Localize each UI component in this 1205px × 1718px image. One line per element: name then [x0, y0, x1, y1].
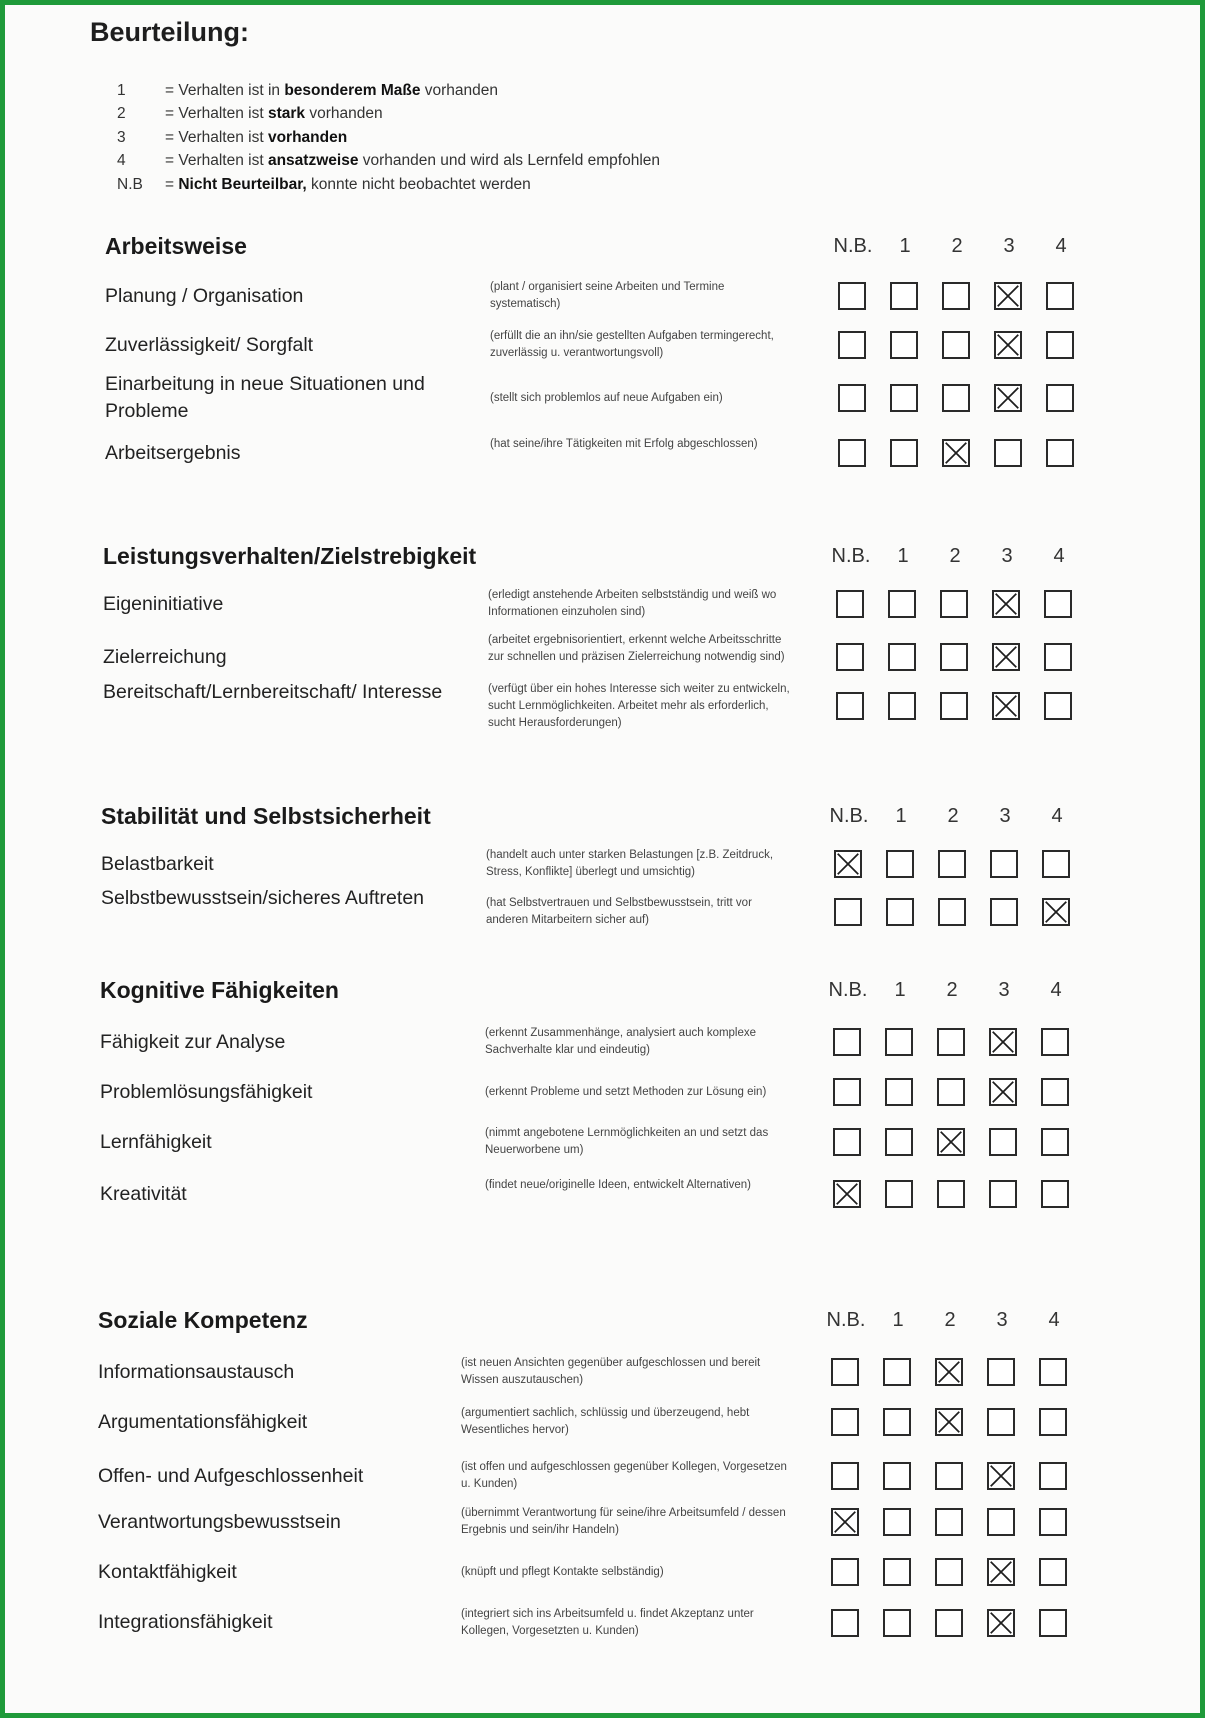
legend-item	[117, 126, 660, 150]
rating-checkbox-1[interactable]	[885, 1180, 913, 1208]
rating-checkbox-nb[interactable]	[838, 282, 866, 310]
criterion-description: (erledigt anstehende Arbeiten selbstständig und weiß wo Informationen einzuholen sind)	[488, 589, 777, 618]
rating-checkboxes	[831, 1558, 1091, 1586]
rating-checkbox-nb[interactable]	[831, 1408, 859, 1436]
legend-text-pre: = Verhalten ist	[165, 128, 268, 146]
criterion-row	[5, 887, 1105, 937]
rating-checkbox-2[interactable]	[937, 1180, 965, 1208]
column-header-3: 3	[996, 1309, 1008, 1331]
rating-checkboxes	[838, 282, 1098, 310]
section-title: Kognitive Fähigkeiten	[100, 977, 339, 1003]
rating-checkbox-2[interactable]	[940, 590, 968, 618]
rating-checkbox-4[interactable]	[1044, 692, 1072, 720]
criterion-row	[5, 363, 1105, 433]
legend-description	[165, 82, 498, 100]
section-leistungsverhalten-zielstrebigkeit	[5, 543, 1105, 729]
criterion-row	[5, 428, 1105, 478]
rating-checkbox-nb[interactable]	[831, 1462, 859, 1490]
criterion-row	[5, 579, 1105, 629]
rating-checkbox-nb[interactable]	[831, 1609, 859, 1637]
rating-checkbox-1[interactable]	[890, 384, 918, 412]
column-header-3: 3	[998, 979, 1010, 1001]
rating-checkbox-4[interactable]	[1042, 850, 1070, 878]
rating-checkboxes	[838, 384, 1098, 412]
rating-legend	[117, 79, 660, 197]
criterion-label: Belastbarkeit	[101, 852, 214, 875]
criterion-row	[5, 1595, 1105, 1650]
legend-text-bold: ansatzweise	[267, 152, 359, 170]
column-header-nb: N.B.	[826, 1309, 866, 1331]
criterion-label: Zuverlässigkeit/ Sorgfalt	[105, 333, 314, 356]
rating-checkbox-4[interactable]	[1046, 384, 1074, 412]
rating-checkboxes	[836, 692, 1096, 720]
criterion-label: Eigeninitiative	[103, 592, 224, 615]
rating-checkbox-nb[interactable]	[831, 1508, 859, 1536]
column-header-4: 4	[1048, 1309, 1060, 1331]
rating-checkbox-1[interactable]	[883, 1558, 911, 1586]
rating-checkbox-2[interactable]	[935, 1408, 963, 1436]
rating-checkbox-3[interactable]	[987, 1462, 1015, 1490]
rating-checkbox-4[interactable]	[1041, 1028, 1069, 1056]
criterion-row	[5, 1497, 1105, 1547]
section-title: Soziale Kompetenz	[98, 1307, 308, 1333]
column-header-1: 1	[899, 235, 911, 257]
legend-key: 3	[117, 128, 126, 146]
criterion-description: (übernimmt Verantwortung für seine/ihre Arbeitsumfeld / dessen Ergebnis und sein/ihr Handeln)	[461, 1507, 786, 1536]
rating-checkbox-nb[interactable]	[834, 850, 862, 878]
rating-checkbox-3[interactable]	[989, 1128, 1017, 1156]
rating-checkbox-1[interactable]	[883, 1408, 911, 1436]
criterion-row	[5, 1169, 1105, 1219]
criterion-description: (erfüllt die an ihn/sie gestellten Aufgaben termingerecht, zuverlässig u. verantwortungsvoll)	[490, 330, 774, 359]
rating-checkbox-4[interactable]	[1042, 898, 1070, 926]
rating-checkboxes	[838, 439, 1098, 467]
rating-checkbox-4[interactable]	[1039, 1408, 1067, 1436]
rating-checkboxes	[831, 1408, 1091, 1436]
rating-checkbox-nb[interactable]	[836, 590, 864, 618]
legend-description	[165, 129, 347, 147]
rating-checkboxes	[836, 643, 1096, 671]
legend-text-bold: besonderem Maße	[284, 81, 421, 99]
rating-checkbox-3[interactable]	[994, 282, 1022, 310]
column-header-1: 1	[892, 1309, 904, 1331]
column-header-2: 2	[946, 979, 958, 1001]
rating-checkbox-1[interactable]	[883, 1609, 911, 1637]
rating-checkbox-4[interactable]	[1046, 439, 1074, 467]
rating-checkbox-1[interactable]	[885, 1078, 913, 1106]
rating-checkbox-nb[interactable]	[838, 439, 866, 467]
legend-text-post: vorhanden	[305, 105, 383, 123]
rating-checkbox-nb[interactable]	[838, 384, 866, 412]
rating-checkboxes	[831, 1358, 1091, 1386]
criterion-row	[5, 271, 1105, 321]
legend-item	[117, 103, 660, 127]
rating-checkbox-2[interactable]	[940, 692, 968, 720]
legend-text-pre: = Verhalten ist	[165, 152, 268, 170]
rating-checkbox-nb[interactable]	[836, 643, 864, 671]
criterion-description: (findet neue/originelle Ideen, entwickelt Alternativen)	[485, 1179, 751, 1191]
criterion-description: (arbeitet ergebnisorientiert, erkennt welche Arbeitsschritte zur schnellen und präzisen Zielerreichung notwendig sind)	[488, 633, 785, 663]
rating-column-headers	[823, 805, 1083, 828]
rating-checkbox-3[interactable]	[990, 850, 1018, 878]
rating-checkbox-1[interactable]	[883, 1508, 911, 1536]
legend-key: 4	[117, 152, 126, 170]
rating-checkbox-2[interactable]	[937, 1128, 965, 1156]
criterion-label: Bereitschaft/Lernbereitschaft/ Interesse	[103, 681, 443, 703]
rating-checkbox-1[interactable]	[885, 1128, 913, 1156]
rating-checkbox-nb[interactable]	[833, 1028, 861, 1056]
column-header-4: 4	[1051, 805, 1063, 827]
section-header	[5, 1307, 1105, 1343]
rating-checkbox-1[interactable]	[890, 331, 918, 359]
rating-checkbox-2[interactable]	[935, 1558, 963, 1586]
rating-checkbox-2[interactable]	[935, 1508, 963, 1536]
rating-checkbox-4[interactable]	[1041, 1078, 1069, 1106]
rating-checkbox-2[interactable]	[938, 898, 966, 926]
rating-checkbox-1[interactable]	[888, 643, 916, 671]
legend-text-pre: = Verhalten ist	[165, 105, 268, 123]
criterion-description: (plant / organisiert seine Arbeiten und Termine systematisch)	[490, 281, 725, 310]
criterion-row	[5, 839, 1105, 889]
criterion-description: (stellt sich problemlos auf neue Aufgaben ein)	[490, 391, 723, 404]
rating-checkbox-1[interactable]	[890, 439, 918, 467]
criterion-description: (hat Selbstvertrauen und Selbstbewusstsein, tritt vor anderen Mitarbeitern sicher auf)	[486, 897, 752, 926]
column-header-3: 3	[1001, 545, 1013, 567]
rating-checkbox-3[interactable]	[989, 1028, 1017, 1056]
legend-description	[165, 105, 383, 123]
rating-checkbox-3[interactable]	[994, 384, 1022, 412]
rating-checkbox-2[interactable]	[942, 331, 970, 359]
criterion-label: Arbeitsergebnis	[105, 441, 241, 464]
legend-item	[117, 173, 660, 197]
column-header-nb: N.B.	[833, 235, 873, 257]
criterion-label: Informationsaustausch	[98, 1360, 295, 1383]
rating-checkboxes	[834, 850, 1094, 878]
legend-description	[165, 176, 531, 194]
section-kognitive-fähigkeiten	[5, 977, 1105, 1205]
criterion-description: (nimmt angebotene Lernmöglichkeiten an und setzt das Neuerworbene um)	[485, 1127, 769, 1156]
legend-key: 2	[117, 105, 126, 123]
section-title: Stabilität und Selbstsicherheit	[101, 803, 431, 829]
criterion-label: Zielerreichung	[103, 645, 227, 668]
criterion-label: Lernfähigkeit	[100, 1130, 212, 1153]
rating-checkbox-3[interactable]	[989, 1078, 1017, 1106]
rating-checkboxes	[833, 1078, 1093, 1106]
rating-checkbox-3[interactable]	[987, 1408, 1015, 1436]
rating-checkbox-nb[interactable]	[833, 1128, 861, 1156]
criterion-label: Selbstbewusstsein/sicheres Auftreten	[101, 887, 425, 909]
criterion-label: Integrationsfähigkeit	[98, 1611, 273, 1633]
rating-checkbox-2[interactable]	[940, 643, 968, 671]
rating-checkboxes	[831, 1508, 1091, 1536]
rating-checkbox-nb[interactable]	[838, 331, 866, 359]
rating-checkbox-3[interactable]	[992, 590, 1020, 618]
legend-text-pre: =	[165, 175, 179, 193]
rating-checkbox-3[interactable]	[992, 643, 1020, 671]
rating-checkbox-4[interactable]	[1039, 1508, 1067, 1536]
legend-text-bold: stark	[267, 105, 306, 123]
rating-checkbox-nb[interactable]	[831, 1558, 859, 1586]
criterion-description: (ist neuen Ansichten gegenüber aufgeschlossen und bereit Wissen auszutauschen)	[461, 1357, 761, 1386]
rating-checkbox-1[interactable]	[885, 1028, 913, 1056]
criterion-description: (erkennt Zusammenhänge, analysiert auch komplexe Sachverhalte klar und eindeutig)	[485, 1027, 757, 1056]
criterion-label: Kontaktfähigkeit	[98, 1560, 237, 1583]
section-title: Arbeitsweise	[105, 233, 247, 259]
criterion-row	[5, 1017, 1105, 1067]
rating-checkbox-4[interactable]	[1039, 1558, 1067, 1586]
section-header	[5, 977, 1105, 1013]
criterion-label: Planung / Organisation	[105, 284, 304, 307]
legend-text-post: konnte nicht beobachtet werden	[306, 175, 531, 193]
column-header-nb: N.B.	[831, 545, 871, 567]
legend-text-post: vorhanden	[420, 81, 499, 99]
rating-checkbox-1[interactable]	[886, 850, 914, 878]
criterion-description: (knüpft und pflegt Kontakte selbständig)	[461, 1565, 664, 1578]
rating-checkboxes	[836, 590, 1096, 618]
legend-description	[165, 152, 660, 170]
rating-column-headers	[822, 979, 1082, 1002]
page-title: Beurteilung:	[90, 17, 249, 47]
column-header-2: 2	[951, 235, 963, 257]
section-soziale-kompetenz	[5, 1307, 1105, 1637]
column-header-nb: N.B.	[829, 805, 869, 827]
rating-checkboxes	[834, 898, 1094, 926]
criterion-description: (handelt auch unter starken Belastungen [z.B. Zeitdruck, Stress, Konflikte] überlegt und umsichtig)	[486, 849, 774, 878]
rating-checkbox-3[interactable]	[987, 1558, 1015, 1586]
criterion-description: (erkennt Probleme und setzt Methoden zur Lösung ein)	[485, 1085, 767, 1098]
criterion-description: (hat seine/ihre Tätigkeiten mit Erfolg abgeschlossen)	[490, 438, 758, 450]
rating-checkbox-3[interactable]	[987, 1508, 1015, 1536]
column-header-nb: N.B.	[828, 979, 868, 1001]
rating-checkboxes	[833, 1128, 1093, 1156]
legend-key: 1	[117, 81, 126, 99]
criterion-label: Verantwortungsbewusstsein	[98, 1510, 341, 1533]
section-header	[5, 543, 1105, 579]
rating-checkbox-3[interactable]	[990, 898, 1018, 926]
rating-checkbox-4[interactable]	[1044, 590, 1072, 618]
legend-item	[117, 150, 660, 174]
rating-checkboxes	[838, 331, 1098, 359]
legend-key: N.B	[117, 175, 143, 193]
rating-checkbox-2[interactable]	[942, 384, 970, 412]
rating-checkbox-3[interactable]	[987, 1358, 1015, 1386]
criterion-label: Problemlösungsfähigkeit	[100, 1080, 313, 1103]
rating-checkbox-4[interactable]	[1044, 643, 1072, 671]
criterion-row	[5, 1397, 1105, 1447]
criterion-label: Einarbeitung in neue Situationen und Probleme	[105, 373, 425, 422]
rating-checkbox-4[interactable]	[1041, 1180, 1069, 1208]
rating-checkbox-nb[interactable]	[836, 692, 864, 720]
rating-checkbox-nb[interactable]	[833, 1180, 861, 1208]
criterion-label: Offen- und Aufgeschlossenheit	[98, 1464, 364, 1487]
rating-checkbox-1[interactable]	[890, 282, 918, 310]
criterion-row	[5, 1347, 1105, 1397]
rating-checkbox-nb[interactable]	[833, 1078, 861, 1106]
rating-checkbox-2[interactable]	[942, 439, 970, 467]
criterion-row	[5, 675, 1105, 737]
rating-checkbox-1[interactable]	[888, 692, 916, 720]
rating-checkbox-2[interactable]	[937, 1078, 965, 1106]
rating-checkbox-2[interactable]	[938, 850, 966, 878]
rating-checkbox-3[interactable]	[992, 692, 1020, 720]
legend-text-bold: vorhanden	[267, 128, 348, 146]
column-header-1: 1	[894, 979, 906, 1001]
rating-checkbox-3[interactable]	[987, 1609, 1015, 1637]
criterion-label: Kreativität	[100, 1182, 187, 1205]
legend-text-bold: Nicht Beurteilbar,	[178, 175, 307, 193]
rating-column-headers	[827, 235, 1087, 258]
rating-checkboxes	[833, 1180, 1093, 1208]
rating-checkbox-1[interactable]	[883, 1358, 911, 1386]
criterion-description: (integriert sich ins Arbeitsumfeld u. findet Akzeptanz unter Kollegen, Vorgesetzten u. Kunden)	[461, 1607, 754, 1637]
column-header-1: 1	[897, 545, 909, 567]
column-header-4: 4	[1050, 979, 1062, 1001]
criterion-description: (ist offen und aufgeschlossen gegenüber Kollegen, Vorgesetzen u. Kunden)	[461, 1461, 787, 1490]
criterion-description: (argumentiert sachlich, schlüssig und überzeugend, hebt Wesentliches hervor)	[461, 1407, 750, 1436]
column-header-1: 1	[895, 805, 907, 827]
section-arbeitsweise	[5, 233, 1105, 464]
rating-checkbox-2[interactable]	[935, 1358, 963, 1386]
rating-checkboxes	[833, 1028, 1093, 1056]
rating-checkbox-3[interactable]	[989, 1180, 1017, 1208]
rating-checkboxes	[831, 1462, 1091, 1490]
section-header	[5, 233, 1105, 269]
rating-checkbox-4[interactable]	[1039, 1358, 1067, 1386]
column-header-2: 2	[947, 805, 959, 827]
rating-checkbox-3[interactable]	[994, 331, 1022, 359]
rating-checkbox-2[interactable]	[935, 1609, 963, 1637]
rating-column-headers	[820, 1309, 1080, 1332]
criterion-row	[5, 1547, 1105, 1597]
rating-checkboxes	[831, 1609, 1091, 1637]
rating-checkbox-4[interactable]	[1041, 1128, 1069, 1156]
column-header-4: 4	[1053, 545, 1065, 567]
rating-checkbox-1[interactable]	[886, 898, 914, 926]
rating-checkbox-1[interactable]	[888, 590, 916, 618]
rating-column-headers	[825, 545, 1085, 568]
column-header-2: 2	[944, 1309, 956, 1331]
rating-checkbox-3[interactable]	[994, 439, 1022, 467]
column-header-2: 2	[949, 545, 961, 567]
criterion-label: Argumentationsfähigkeit	[98, 1410, 308, 1433]
legend-text-post: vorhanden und wird als Lernfeld empfohlen	[358, 152, 661, 170]
section-title: Leistungsverhalten/Zielstrebigkeit	[103, 543, 477, 569]
column-header-3: 3	[1003, 235, 1015, 257]
section-header	[5, 803, 1105, 839]
rating-checkbox-nb[interactable]	[831, 1358, 859, 1386]
column-header-3: 3	[999, 805, 1011, 827]
criterion-row	[5, 1067, 1105, 1117]
rating-checkbox-4[interactable]	[1039, 1462, 1067, 1490]
rating-checkbox-4[interactable]	[1046, 282, 1074, 310]
legend-text-pre: = Verhalten ist in	[165, 81, 285, 99]
criterion-row	[5, 1117, 1105, 1167]
rating-checkbox-2[interactable]	[937, 1028, 965, 1056]
rating-checkbox-1[interactable]	[883, 1462, 911, 1490]
rating-checkbox-2[interactable]	[935, 1462, 963, 1490]
legend-item	[117, 79, 660, 103]
criterion-label: Fähigkeit zur Analyse	[100, 1030, 286, 1053]
rating-checkbox-4[interactable]	[1046, 331, 1074, 359]
rating-checkbox-2[interactable]	[942, 282, 970, 310]
rating-checkbox-4[interactable]	[1039, 1609, 1067, 1637]
column-header-4: 4	[1055, 235, 1067, 257]
section-stabilität-und-selbstsicherheit	[5, 803, 1105, 926]
rating-checkbox-nb[interactable]	[834, 898, 862, 926]
criterion-description: (verfügt über ein hohes Interesse sich weiter zu entwickeln, sucht Lernmöglichkeiten. Arbeitet mehr als erforderlich, sucht Herausforderungen)	[488, 682, 790, 729]
